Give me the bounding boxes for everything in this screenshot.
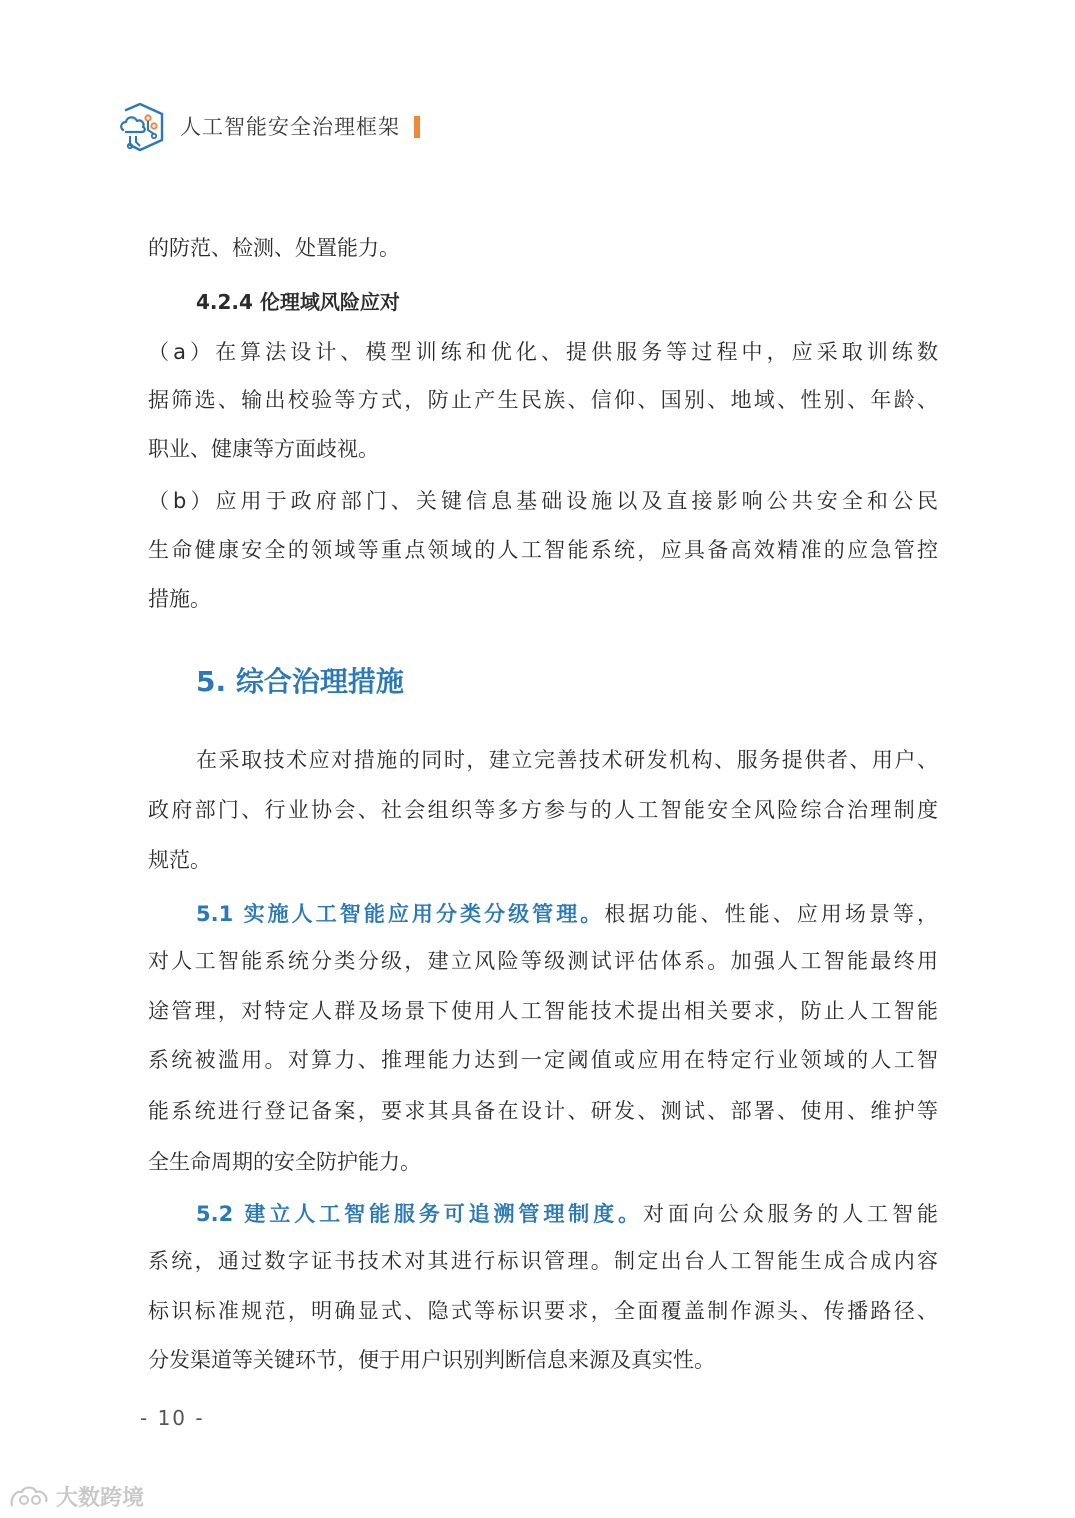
section-5-2-text: 对面向公众服务的人工智能 — [642, 1202, 938, 1226]
header-accent-bar — [414, 116, 420, 138]
dashuju-logo-icon — [8, 1480, 52, 1512]
paragraph-line: 的防范、检测、处置能力。 — [148, 236, 400, 260]
paragraph-a-line: 职业、健康等方面歧视。 — [148, 437, 379, 461]
paragraph-b-line: 生命健康安全的领域等重点领域的人工智能系统，应具备高效精准的应急管控 — [148, 538, 938, 562]
section-5-1-line: 系统被滥用。对算力、推理能力达到一定阈值或应用在特定行业领域的人工智 — [148, 1048, 938, 1072]
subsection-heading-4-2-4: 4.2.4 伦理域风险应对 — [196, 290, 400, 314]
section-5-1-line: 对人工智能系统分类分级，建立风险等级测试评估体系。加强人工智能最终用 — [148, 949, 938, 973]
ai-circuit-shield-icon — [118, 100, 168, 154]
section-5-1-line: 途管理，对特定人群及场景下使用人工智能技术提出相关要求，防止人工智能 — [148, 999, 938, 1023]
section-5-heading: 5. 综合治理措施 — [196, 665, 404, 698]
section-5-2-line — [196, 1199, 938, 1229]
watermark — [8, 1480, 144, 1512]
paragraph-a-line: （a）在算法设计、模型训练和优化、提供服务等过程中，应采取训练数 — [148, 340, 938, 364]
intro-paragraph-line: 规范。 — [148, 848, 211, 872]
section-5-1-text: 根据功能、性能、应用场景等， — [604, 902, 939, 926]
watermark-text: 大数跨境 — [56, 1485, 145, 1511]
section-5-2-line: 分发渠道等关键环节，便于用户识别判断信息来源及真实性。 — [148, 1348, 715, 1372]
page-header — [118, 100, 420, 154]
paragraph-b-line: 措施。 — [148, 587, 211, 611]
intro-paragraph-line: 在采取技术应对措施的同时，建立完善技术研发机构、服务提供者、用户、 — [196, 748, 938, 772]
intro-paragraph-line: 政府部门、行业协会、社会组织等多方参与的人工智能安全风险综合治理制度 — [148, 798, 938, 822]
paragraph-a-line: 据筛选、输出校验等方式，防止产生民族、信仰、国别、地域、性别、年龄、 — [148, 388, 938, 412]
section-5-1-line — [196, 899, 938, 929]
section-5-2-heading: 5.2 建立人工智能服务可追溯管理制度。 — [196, 1202, 643, 1226]
section-5-2-line: 系统，通过数字证书技术对其进行标识管理。制定出台人工智能生成合成内容 — [148, 1249, 938, 1273]
section-5-1-heading: 5.1 实施人工智能应用分类分级管理。 — [196, 902, 605, 926]
section-5-1-line: 全生命周期的安全防护能力。 — [148, 1150, 421, 1174]
document-title: 人工智能安全治理框架 — [180, 115, 400, 139]
paragraph-b-line: （b）应用于政府部门、关键信息基础设施以及直接影响公共安全和公民 — [148, 489, 938, 513]
section-5-1-line: 能系统进行登记备案，要求其具备在设计、研发、测试、部署、使用、维护等 — [148, 1099, 938, 1123]
page-number: - 10 - — [140, 1406, 205, 1430]
section-5-2-line: 标识标准规范，明确显式、隐式等标识要求，全面覆盖制作源头、传播路径、 — [148, 1299, 938, 1323]
